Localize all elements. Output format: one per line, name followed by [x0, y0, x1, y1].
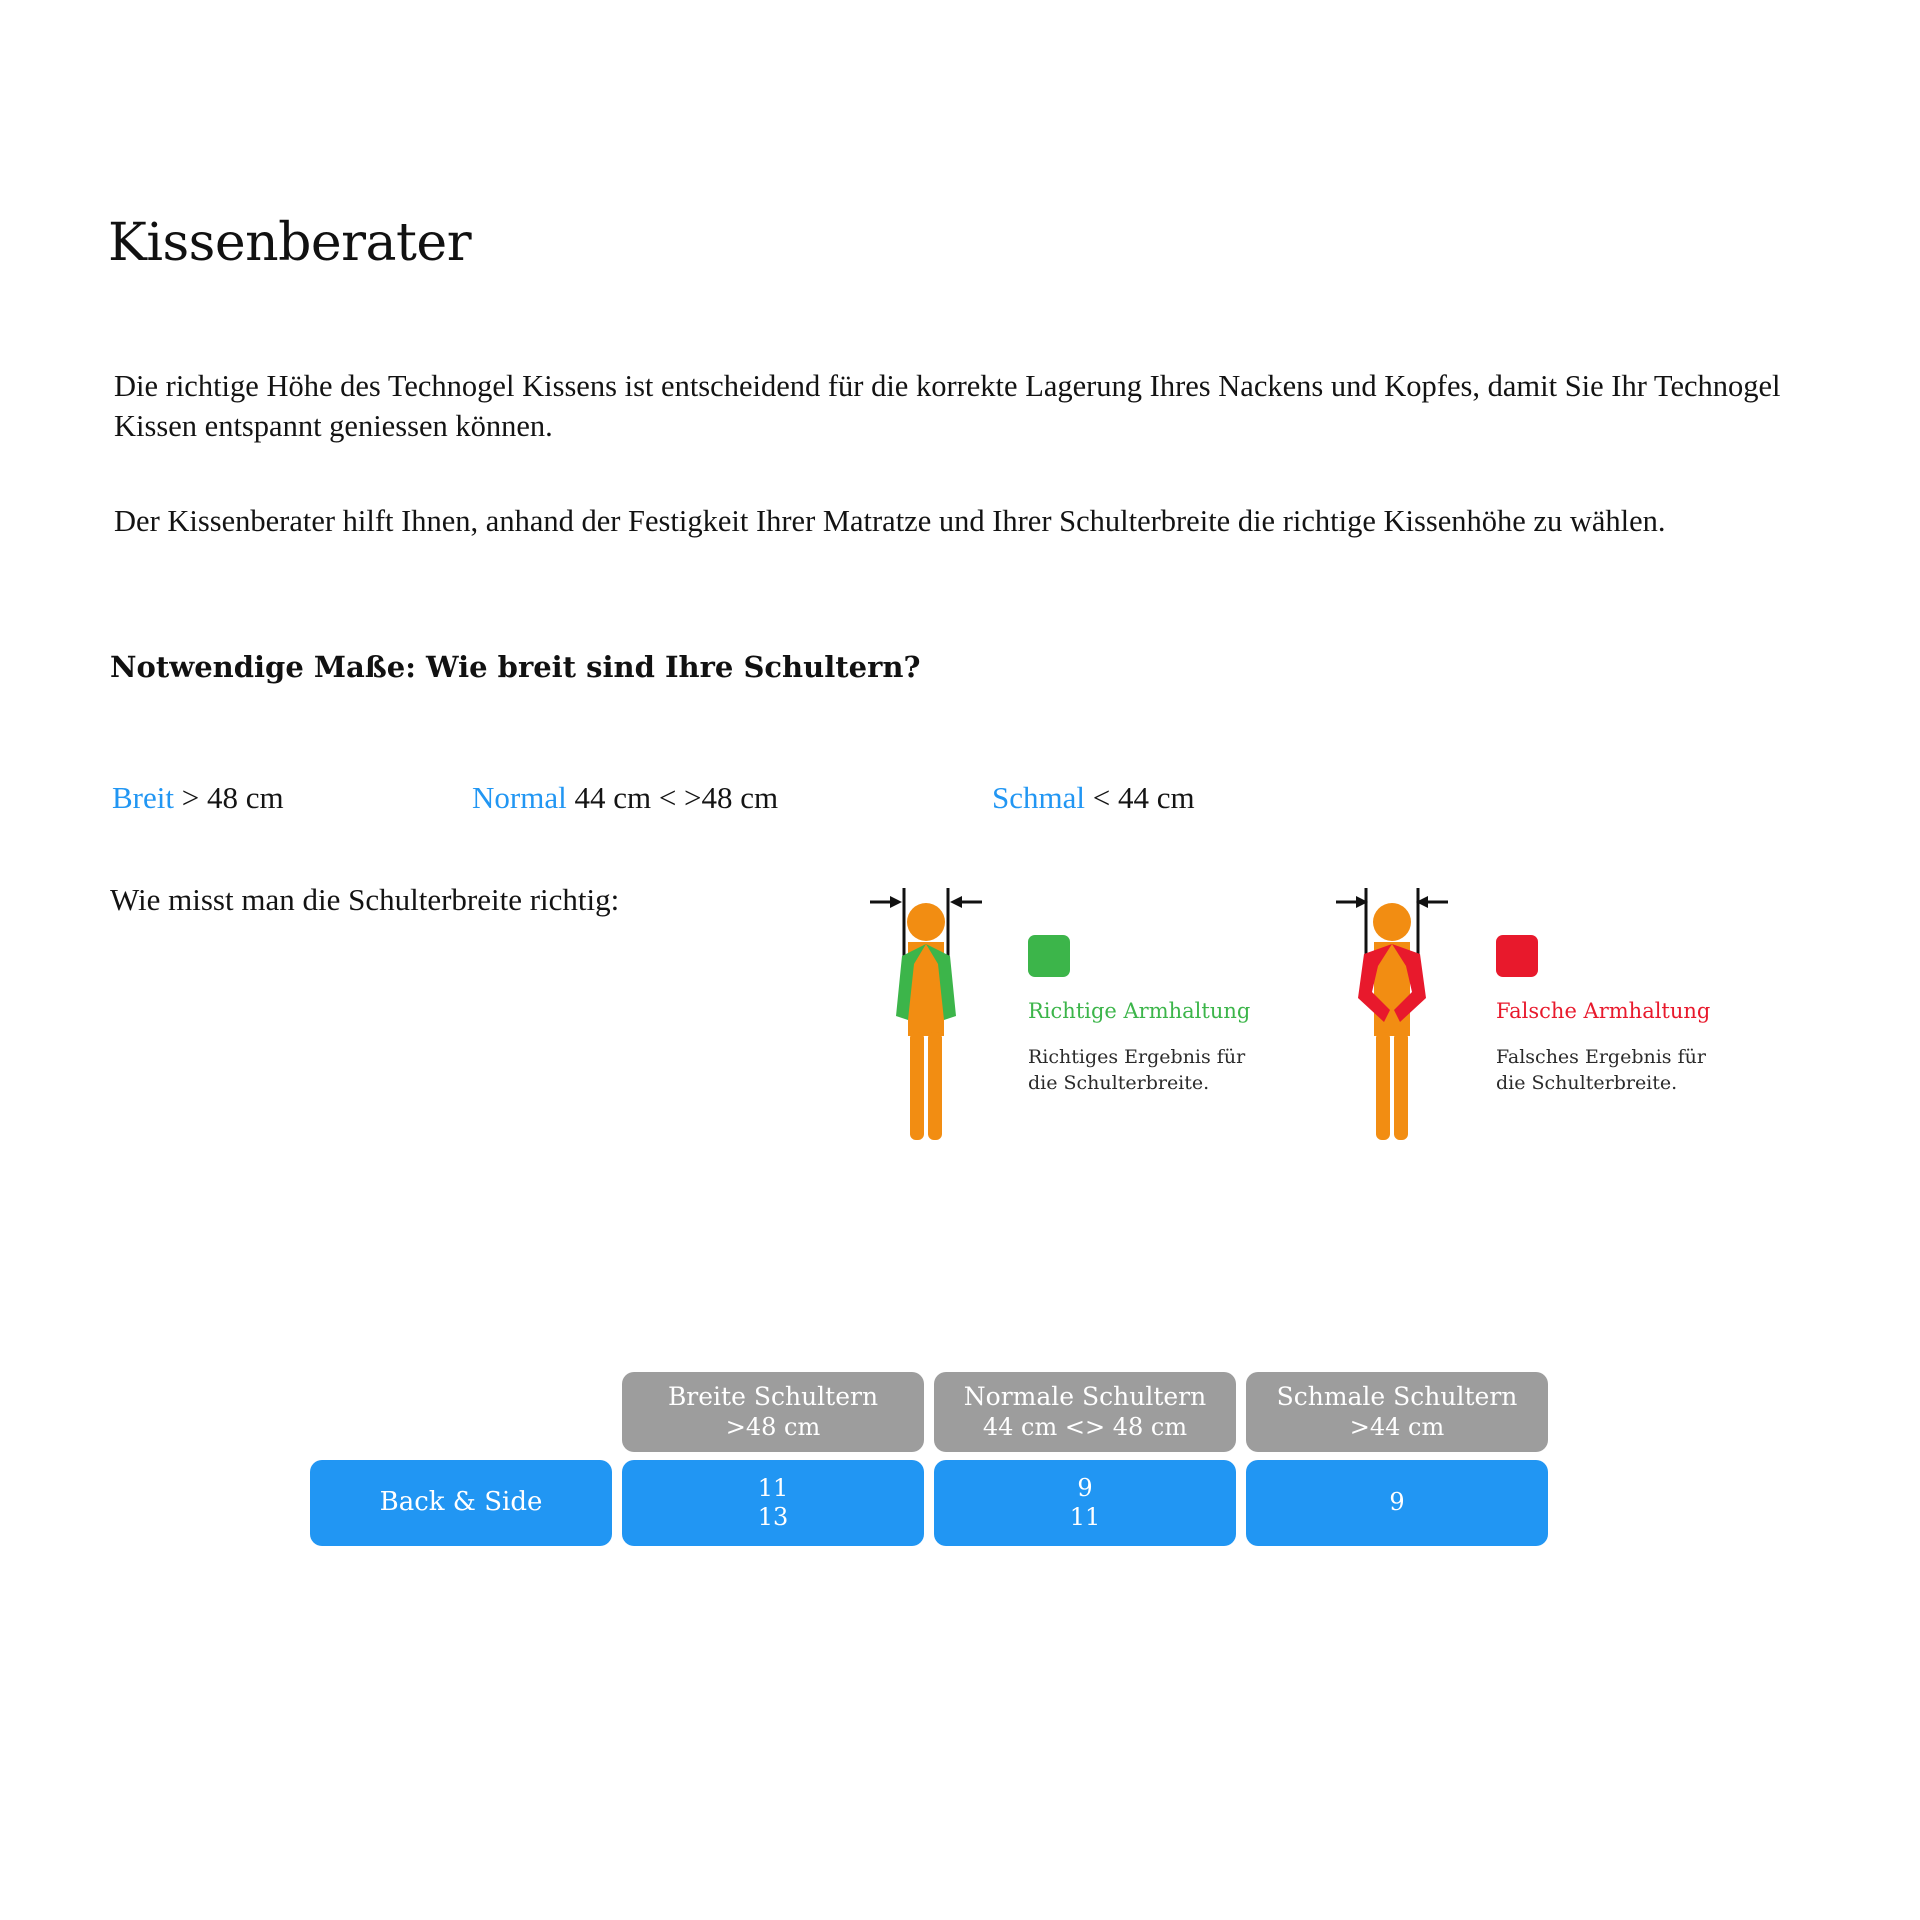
table-cell-broad-line2: 13: [757, 1503, 789, 1531]
section-subheading: Notwendige Maße: Wie breit sind Ihre Schultern?: [110, 650, 921, 684]
table-header-broad-line2: >48 cm: [725, 1412, 821, 1441]
table-row: [310, 1460, 1610, 1546]
page-title: Kissenberater: [108, 212, 472, 273]
correct-posture-text: [1028, 1045, 1278, 1096]
legend-keyword-normal: Normal: [472, 780, 567, 815]
legend-item-broad: [112, 780, 284, 816]
table-cell-narrow-line1: 9: [1389, 1488, 1405, 1517]
table-cell-broad-line1: 11: [757, 1473, 789, 1502]
legend-range-narrow: < 44 cm: [1092, 780, 1195, 815]
table-header-broad: [622, 1372, 924, 1452]
incorrect-posture-text-line1: Falsches Ergebnis für: [1496, 1046, 1706, 1068]
table-header-normal-line1: Normale Schultern: [963, 1382, 1207, 1412]
legend-range-broad: > 48 cm: [181, 780, 284, 815]
table-cell-narrow: [1246, 1460, 1548, 1546]
correct-posture-title: Richtige Armhaltung: [1028, 999, 1251, 1023]
intro-paragraph-2: Der Kissenberater hilft Ihnen, anhand der Festigkeit Ihrer Matratze und Ihrer Schulterbreite die richtige Kissenhöhe zu wählen.: [114, 503, 1666, 538]
correct-posture-illustration: [830, 880, 1050, 1180]
table-cell-normal-line2: 11: [1069, 1503, 1101, 1531]
table-header-row: [310, 1372, 1610, 1452]
table-header-narrow-line1: Schmale Schultern: [1276, 1382, 1518, 1412]
table-cell-broad: [622, 1460, 924, 1546]
table-row-label-back-side: Back & Side: [310, 1460, 612, 1546]
intro-paragraph-1: Die richtige Höhe des Technogel Kissens ist entscheidend für die korrekte Lagerung Ihres Nackens und Kopfes, damit Sie Ihr Technogel Kissen entspannt geniessen können.: [114, 368, 1781, 443]
table-header-normal-line2: 44 cm <> 48 cm: [982, 1412, 1188, 1441]
legend-keyword-broad: Breit: [112, 780, 174, 815]
measure-question: Wie misst man die Schulterbreite richtig:: [110, 882, 620, 917]
pillow-height-table: [310, 1372, 1610, 1554]
legend-range-normal: 44 cm < >48 cm: [574, 780, 779, 815]
table-cell-normal: [934, 1460, 1236, 1546]
table-corner-spacer: [310, 1372, 612, 1452]
incorrect-posture-text: [1496, 1045, 1746, 1096]
correct-posture-text-line2: die Schulterbreite.: [1028, 1071, 1210, 1094]
incorrect-posture-caption: [1496, 935, 1746, 1096]
incorrect-posture-text-line2: die Schulterbreite.: [1496, 1071, 1678, 1094]
correct-posture-caption: [1028, 935, 1278, 1096]
table-header-narrow: [1246, 1372, 1548, 1452]
legend-keyword-narrow: Schmal: [992, 780, 1085, 815]
incorrect-posture-illustration: [1296, 880, 1516, 1180]
figures-group: [830, 880, 1830, 1220]
legend-item-normal: [472, 780, 778, 816]
table-header-normal: [934, 1372, 1236, 1452]
correct-posture-text-line1: Richtiges Ergebnis für: [1028, 1046, 1246, 1068]
table-cell-normal-line1: 9: [1077, 1473, 1093, 1502]
green-swatch-icon: [1028, 935, 1070, 977]
incorrect-posture-title: Falsche Armhaltung: [1496, 999, 1711, 1023]
legend-item-narrow: [992, 780, 1195, 816]
table-header-narrow-line2: >44 cm: [1349, 1412, 1445, 1441]
table-header-broad-line1: Breite Schultern: [667, 1382, 879, 1412]
shoulder-width-legend: [0, 780, 1920, 824]
red-swatch-icon: [1496, 935, 1538, 977]
